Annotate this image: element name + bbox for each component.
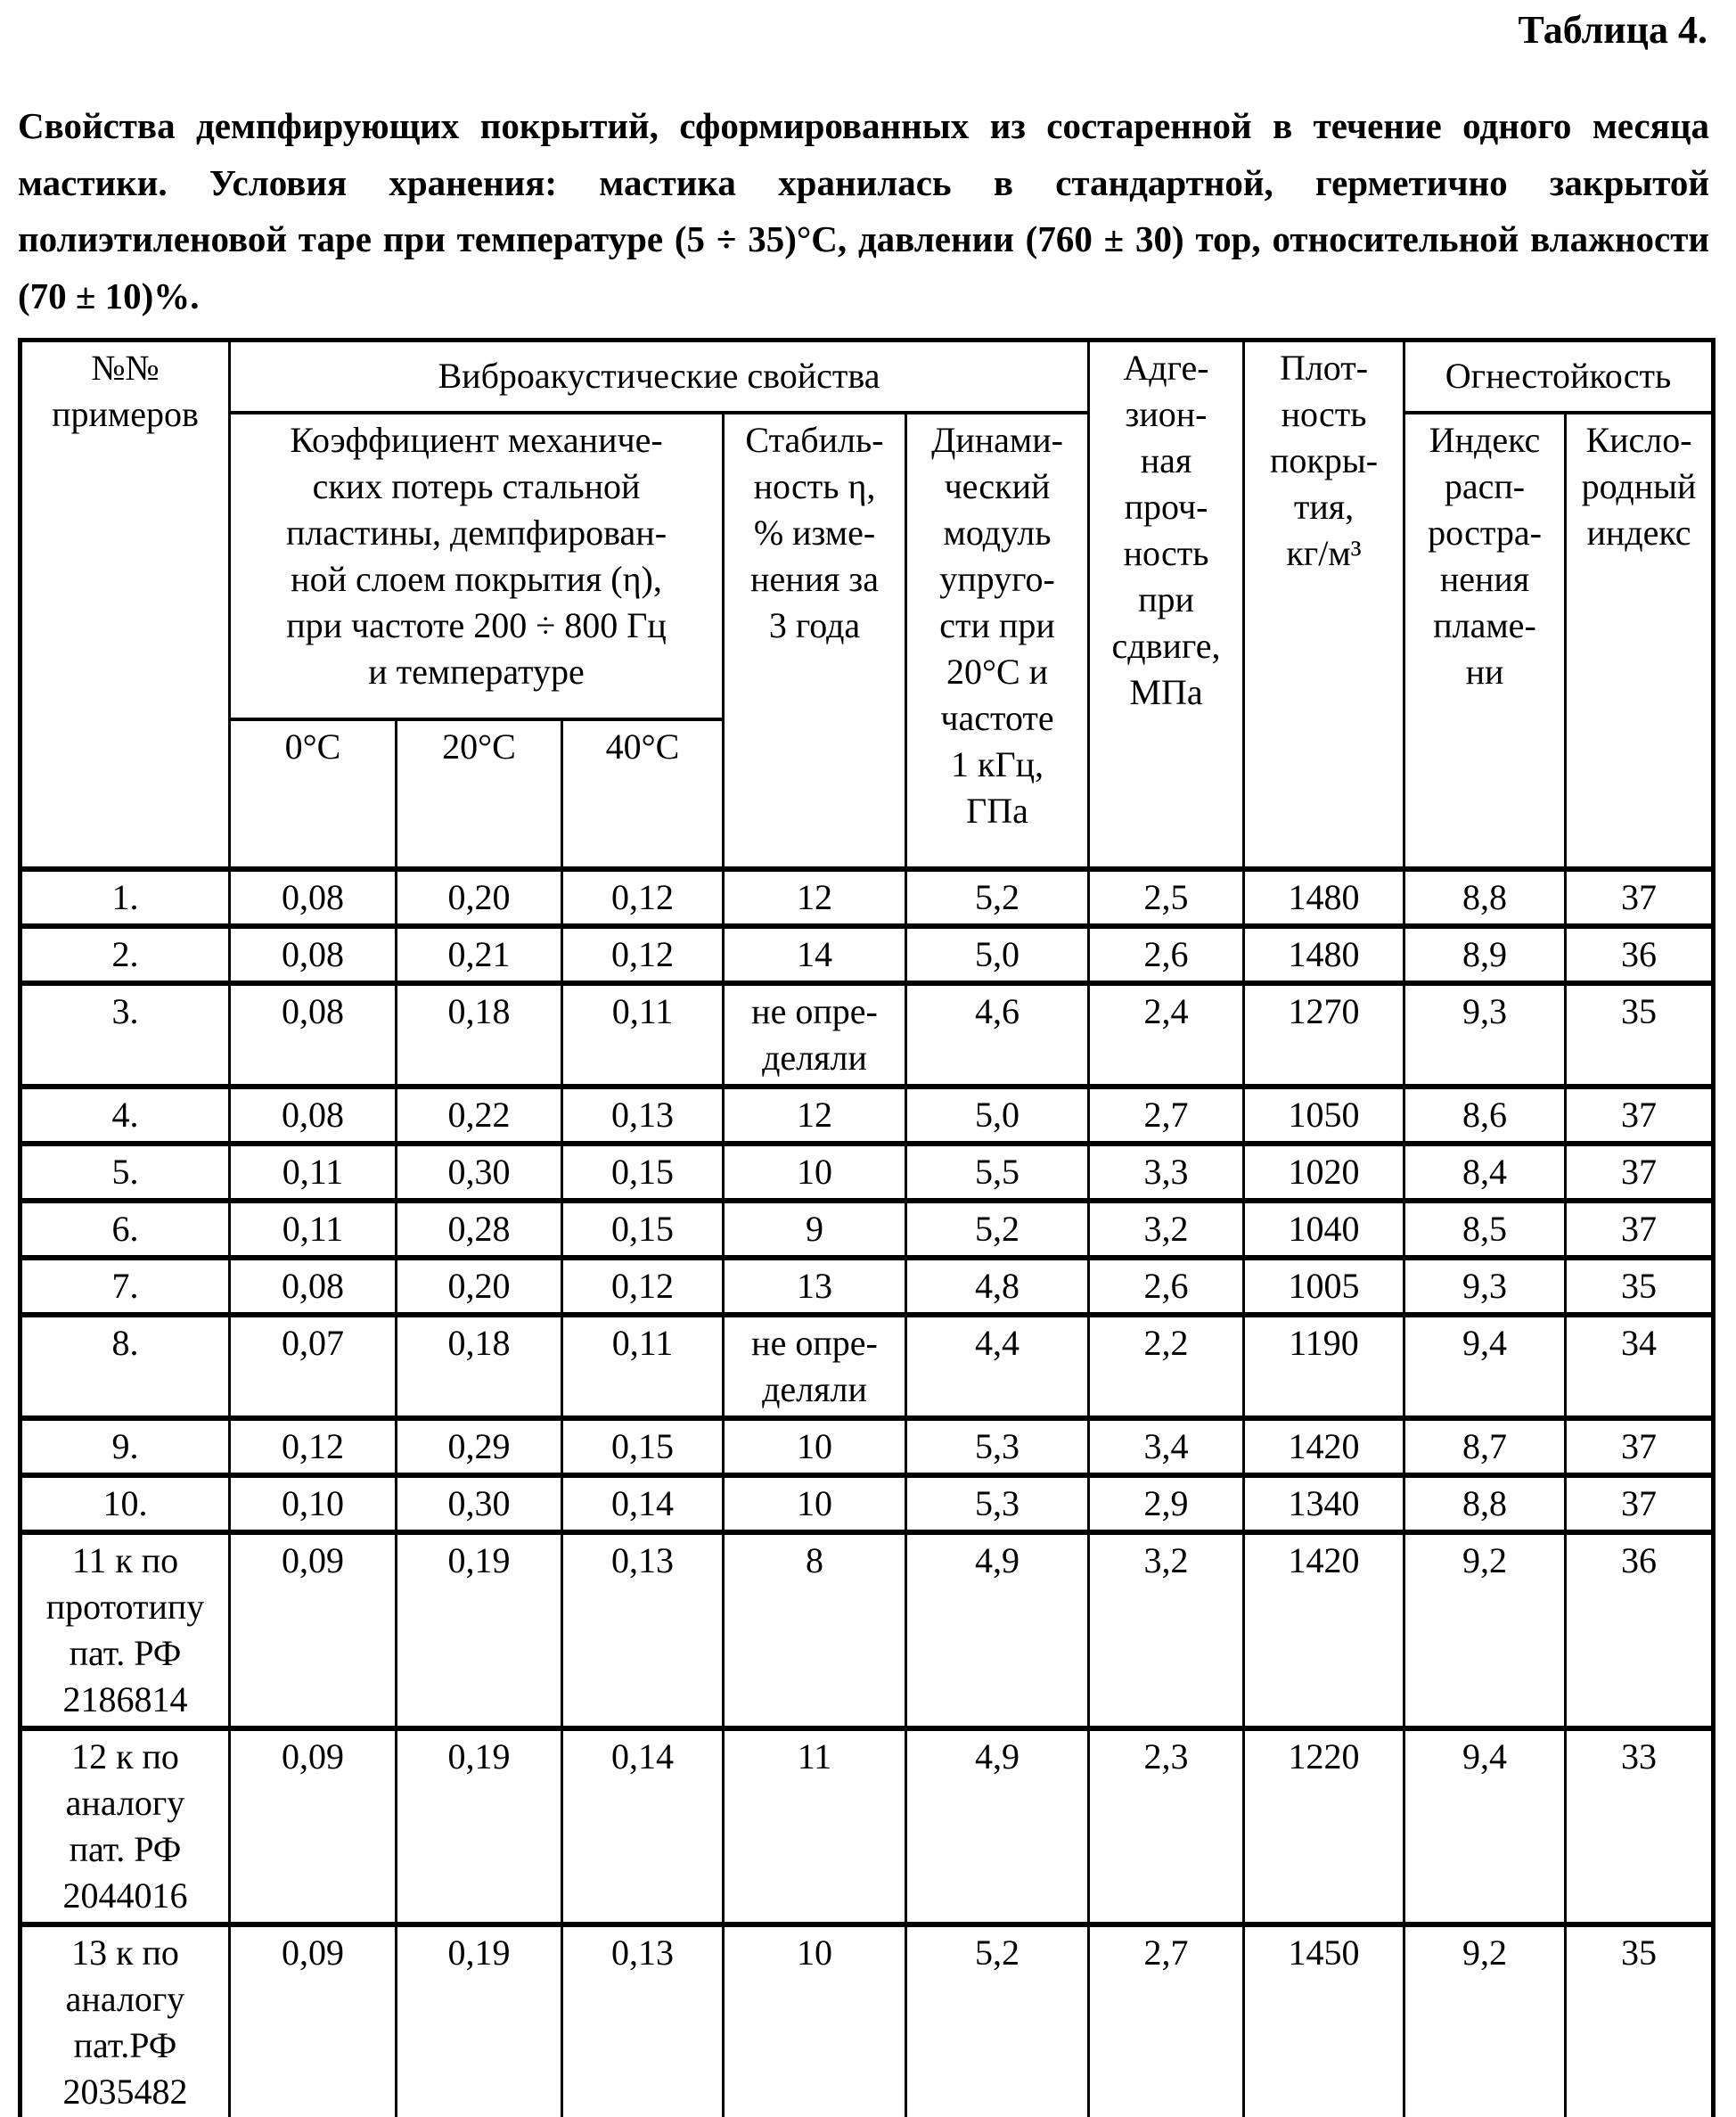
table-header <box>20 340 1714 869</box>
cell-stability: не опре- деляли <box>724 983 906 1087</box>
cell-stability: 10 <box>724 1418 906 1475</box>
row-label: 8. <box>20 1315 230 1418</box>
cell-loss-40c: 0,11 <box>562 1315 724 1418</box>
cell-dynamic-modulus: 5,2 <box>906 1924 1089 2117</box>
cell-stability: не опре- деляли <box>724 1315 906 1418</box>
cell-density: 1340 <box>1244 1475 1404 1532</box>
cell-loss-20c: 0,19 <box>397 1728 562 1924</box>
cell-adhesion: 2,2 <box>1089 1315 1244 1418</box>
cell-loss-0c: 0,08 <box>230 926 397 983</box>
cell-oxygen-index: 37 <box>1566 1418 1714 1475</box>
cell-flame-index: 9,4 <box>1404 1728 1566 1924</box>
table-row <box>20 1258 1714 1315</box>
cell-loss-20c: 0,20 <box>397 869 562 926</box>
cell-loss-40c: 0,12 <box>562 926 724 983</box>
cell-stability: 12 <box>724 1087 906 1144</box>
cell-adhesion: 2,5 <box>1089 869 1244 926</box>
cell-loss-40c: 0,12 <box>562 869 724 926</box>
cell-density: 1040 <box>1244 1201 1404 1258</box>
cell-oxygen-index: 33 <box>1566 1728 1714 1924</box>
table-row <box>20 1315 1714 1418</box>
cell-loss-0c: 0,10 <box>230 1475 397 1532</box>
cell-loss-0c: 0,12 <box>230 1418 397 1475</box>
header-loss-coefficient: Коэффициент механиче- ских потерь стальной пластины, демпфирован- ной слоем покрытия (η), при частоте 200 ÷ 800 Гц и температуре <box>230 413 724 719</box>
cell-dynamic-modulus: 4,9 <box>906 1728 1089 1924</box>
cell-dynamic-modulus: 4,8 <box>906 1258 1089 1315</box>
row-label: 3. <box>20 983 230 1087</box>
cell-adhesion: 3,2 <box>1089 1201 1244 1258</box>
cell-adhesion: 3,4 <box>1089 1418 1244 1475</box>
cell-stability: 10 <box>724 1475 906 1532</box>
table-row <box>20 926 1714 983</box>
cell-stability: 10 <box>724 1924 906 2117</box>
cell-stability: 11 <box>724 1728 906 1924</box>
cell-loss-40c: 0,12 <box>562 1258 724 1315</box>
cell-flame-index: 8,4 <box>1404 1144 1566 1201</box>
cell-dynamic-modulus: 5,3 <box>906 1475 1089 1532</box>
cell-oxygen-index: 37 <box>1566 1087 1714 1144</box>
cell-stability: 10 <box>724 1144 906 1201</box>
cell-adhesion: 2,3 <box>1089 1728 1244 1924</box>
cell-loss-20c: 0,22 <box>397 1087 562 1144</box>
cell-density: 1020 <box>1244 1144 1404 1201</box>
cell-flame-index: 9,3 <box>1404 983 1566 1087</box>
row-label: 9. <box>20 1418 230 1475</box>
header-adhesion: Адге- зион- ная проч- ность при сдвиге, МПа <box>1089 340 1244 869</box>
cell-dynamic-modulus: 5,2 <box>906 1201 1089 1258</box>
header-temp-20c: 20°С <box>397 719 562 869</box>
cell-stability: 14 <box>724 926 906 983</box>
cell-loss-20c: 0,18 <box>397 983 562 1087</box>
table-row <box>20 1144 1714 1201</box>
cell-density: 1220 <box>1244 1728 1404 1924</box>
cell-flame-index: 9,4 <box>1404 1315 1566 1418</box>
cell-stability: 9 <box>724 1201 906 1258</box>
cell-loss-20c: 0,20 <box>397 1258 562 1315</box>
cell-density: 1005 <box>1244 1258 1404 1315</box>
properties-table <box>18 338 1716 2117</box>
cell-loss-0c: 0,09 <box>230 1924 397 2117</box>
cell-oxygen-index: 35 <box>1566 1258 1714 1315</box>
cell-loss-40c: 0,13 <box>562 1924 724 2117</box>
cell-dynamic-modulus: 5,0 <box>906 1087 1089 1144</box>
cell-oxygen-index: 35 <box>1566 983 1714 1087</box>
cell-dynamic-modulus: 4,9 <box>906 1532 1089 1728</box>
cell-loss-0c: 0,11 <box>230 1201 397 1258</box>
cell-loss-20c: 0,30 <box>397 1144 562 1201</box>
cell-loss-20c: 0,29 <box>397 1418 562 1475</box>
header-oxygen-index: Кисло- родный индекс <box>1566 413 1714 869</box>
table-row <box>20 1532 1714 1728</box>
cell-flame-index: 8,5 <box>1404 1201 1566 1258</box>
cell-oxygen-index: 37 <box>1566 869 1714 926</box>
cell-loss-20c: 0,19 <box>397 1924 562 2117</box>
table-row <box>20 1087 1714 1144</box>
cell-loss-0c: 0,08 <box>230 1087 397 1144</box>
row-label: 7. <box>20 1258 230 1315</box>
cell-density: 1050 <box>1244 1087 1404 1144</box>
table-row <box>20 1924 1714 2117</box>
cell-flame-index: 8,7 <box>1404 1418 1566 1475</box>
cell-loss-0c: 0,07 <box>230 1315 397 1418</box>
cell-loss-40c: 0,11 <box>562 983 724 1087</box>
cell-loss-20c: 0,28 <box>397 1201 562 1258</box>
cell-flame-index: 8,9 <box>1404 926 1566 983</box>
cell-density: 1190 <box>1244 1315 1404 1418</box>
row-label: 11 к по прототипу пат. РФ 2186814 <box>20 1532 230 1728</box>
table-caption: Таблица 4. <box>1518 8 1707 52</box>
row-label: 6. <box>20 1201 230 1258</box>
cell-density: 1270 <box>1244 983 1404 1087</box>
cell-loss-40c: 0,13 <box>562 1087 724 1144</box>
cell-flame-index: 9,3 <box>1404 1258 1566 1315</box>
row-label: 13 к по аналогу пат.РФ 2035482 <box>20 1924 230 2117</box>
cell-dynamic-modulus: 5,5 <box>906 1144 1089 1201</box>
row-label: 4. <box>20 1087 230 1144</box>
header-examples: №№ примеров <box>20 340 230 869</box>
header-stability: Стабиль- ность η, % изме- нения за 3 года <box>724 413 906 869</box>
cell-loss-40c: 0,14 <box>562 1728 724 1924</box>
header-temp-40c: 40°С <box>562 719 724 869</box>
row-label: 10. <box>20 1475 230 1532</box>
cell-flame-index: 9,2 <box>1404 1532 1566 1728</box>
cell-oxygen-index: 37 <box>1566 1201 1714 1258</box>
cell-loss-20c: 0,19 <box>397 1532 562 1728</box>
cell-flame-index: 8,8 <box>1404 869 1566 926</box>
cell-dynamic-modulus: 5,3 <box>906 1418 1089 1475</box>
cell-adhesion: 2,9 <box>1089 1475 1244 1532</box>
table-row <box>20 1728 1714 1924</box>
cell-oxygen-index: 34 <box>1566 1315 1714 1418</box>
cell-density: 1480 <box>1244 869 1404 926</box>
cell-loss-20c: 0,21 <box>397 926 562 983</box>
cell-loss-20c: 0,18 <box>397 1315 562 1418</box>
cell-flame-index: 9,2 <box>1404 1924 1566 2117</box>
cell-density: 1420 <box>1244 1532 1404 1728</box>
cell-adhesion: 2,6 <box>1089 1258 1244 1315</box>
table-description: Свойства демпфирующих покрытий, сформированных из состаренной в течение одного месяца мастики. Условия хранения: мастика хранилась в стандартной, герметично закрытой полиэтиленовой таре при температуре (5 ÷ 35)°С, давлении (760 ± 30) тор, относительной влажности (70 ± 10)%. <box>18 105 1709 317</box>
cell-density: 1450 <box>1244 1924 1404 2117</box>
cell-loss-0c: 0,08 <box>230 983 397 1087</box>
cell-loss-40c: 0,15 <box>562 1201 724 1258</box>
cell-loss-40c: 0,15 <box>562 1144 724 1201</box>
table-body <box>20 869 1714 2117</box>
cell-loss-40c: 0,15 <box>562 1418 724 1475</box>
cell-adhesion: 2,6 <box>1089 926 1244 983</box>
header-fire-resistance-group: Огнестойкость <box>1404 340 1714 413</box>
cell-loss-0c: 0,08 <box>230 1258 397 1315</box>
cell-loss-0c: 0,09 <box>230 1728 397 1924</box>
cell-dynamic-modulus: 5,2 <box>906 869 1089 926</box>
cell-adhesion: 3,3 <box>1089 1144 1244 1201</box>
header-temp-0c: 0°С <box>230 719 397 869</box>
cell-loss-40c: 0,14 <box>562 1475 724 1532</box>
cell-loss-40c: 0,13 <box>562 1532 724 1728</box>
row-label: 2. <box>20 926 230 983</box>
cell-oxygen-index: 37 <box>1566 1144 1714 1201</box>
cell-loss-0c: 0,08 <box>230 869 397 926</box>
cell-oxygen-index: 35 <box>1566 1924 1714 2117</box>
header-dynamic-modulus: Динами- ческий модуль упруго- сти при 20°С и частоте 1 кГц, ГПа <box>906 413 1089 869</box>
cell-flame-index: 8,8 <box>1404 1475 1566 1532</box>
cell-dynamic-modulus: 4,6 <box>906 983 1089 1087</box>
cell-stability: 12 <box>724 869 906 926</box>
header-density: Плот- ность покры- тия, кг/м³ <box>1244 340 1404 869</box>
cell-oxygen-index: 36 <box>1566 1532 1714 1728</box>
cell-adhesion: 3,2 <box>1089 1532 1244 1728</box>
cell-adhesion: 2,7 <box>1089 1087 1244 1144</box>
cell-loss-0c: 0,09 <box>230 1532 397 1728</box>
cell-loss-0c: 0,11 <box>230 1144 397 1201</box>
row-label: 5. <box>20 1144 230 1201</box>
cell-density: 1420 <box>1244 1418 1404 1475</box>
cell-dynamic-modulus: 5,0 <box>906 926 1089 983</box>
cell-loss-20c: 0,30 <box>397 1475 562 1532</box>
cell-stability: 13 <box>724 1258 906 1315</box>
cell-density: 1480 <box>1244 926 1404 983</box>
row-label: 1. <box>20 869 230 926</box>
cell-oxygen-index: 36 <box>1566 926 1714 983</box>
cell-dynamic-modulus: 4,4 <box>906 1315 1089 1418</box>
header-flame-index: Индекс расп- ростра- нения пламе- ни <box>1404 413 1566 869</box>
cell-adhesion: 2,4 <box>1089 983 1244 1087</box>
header-vibroacoustic-group: Виброакустические свойства <box>230 340 1089 413</box>
cell-oxygen-index: 37 <box>1566 1475 1714 1532</box>
table-row <box>20 983 1714 1087</box>
table-row <box>20 869 1714 926</box>
table-row <box>20 1418 1714 1475</box>
row-label: 12 к по аналогу пат. РФ 2044016 <box>20 1728 230 1924</box>
cell-stability: 8 <box>724 1532 906 1728</box>
cell-flame-index: 8,6 <box>1404 1087 1566 1144</box>
table-row <box>20 1201 1714 1258</box>
table-row <box>20 1475 1714 1532</box>
header-row-subgroups <box>20 413 1714 719</box>
cell-adhesion: 2,7 <box>1089 1924 1244 2117</box>
header-row-groups <box>20 340 1714 413</box>
